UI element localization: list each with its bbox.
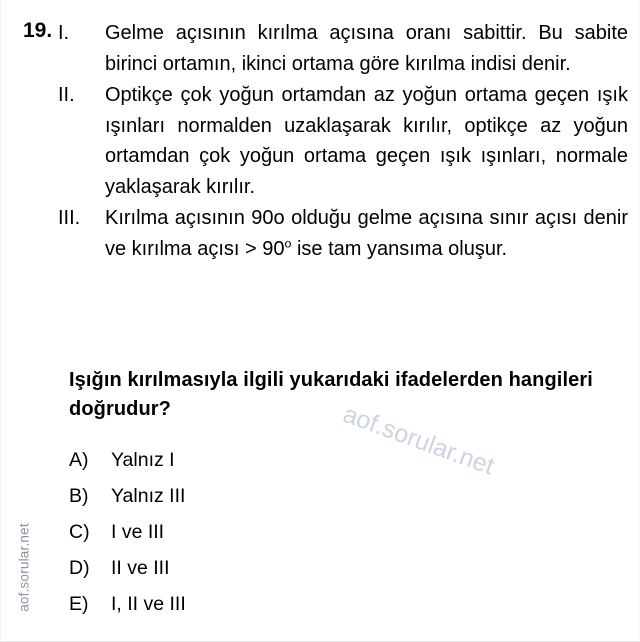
- option-e-text: I, II ve III: [111, 593, 186, 615]
- option-a[interactable]: [69, 447, 469, 483]
- watermark-diagonal: aof.sorular.net: [339, 400, 498, 481]
- statement-text-ii: Optikçe çok yoğun ortamdan az yoğun ortama geçen ışık ışınları normalden uzaklaşarak kırılır, optikçe az yoğun ortamdan çok yoğun ortama geçen ışık ışınları, normale yaklaşarak kırılır.: [105, 84, 628, 198]
- option-d[interactable]: [69, 555, 469, 591]
- option-a-text: Yalnız I: [111, 449, 175, 471]
- option-d-text: II ve III: [111, 557, 170, 579]
- option-b[interactable]: [69, 483, 469, 519]
- option-c-text: I ve III: [111, 521, 165, 543]
- option-b-key: B): [69, 485, 89, 507]
- option-b-text: Yalnız III: [111, 485, 186, 507]
- statement-text-iii: [105, 203, 628, 264]
- watermark-side: aof.sorular.net: [16, 523, 32, 612]
- option-c[interactable]: [69, 519, 469, 555]
- option-d-key: D): [69, 557, 90, 579]
- answer-options: [69, 447, 469, 627]
- statement-iii-part-2: ise tam yansıma oluşur.: [291, 237, 508, 260]
- statement-list: [58, 18, 628, 265]
- statement-iii-part-1: Kırılma açısının 90o olduğu gelme açısına sınır açısı denir ve kırılma açısı > 90: [105, 207, 628, 260]
- option-e[interactable]: [69, 591, 469, 627]
- question-number: 19.: [23, 19, 53, 42]
- statement-label-iii: III.: [58, 207, 81, 229]
- statement-text-i: Gelme açısının kırılma açısına oranı sabittir. Bu sabite birinci ortamın, ikinci ortama göre kırılma indisi denir.: [105, 22, 628, 75]
- option-c-key: C): [69, 521, 90, 543]
- statement-label-ii: II.: [58, 84, 75, 106]
- statement-label-i: I.: [58, 22, 70, 44]
- degree-superscript-icon: o: [284, 235, 292, 250]
- option-a-key: A): [69, 449, 89, 471]
- statement-item-ii: [58, 80, 628, 202]
- statement-item-iii: [58, 203, 628, 264]
- statement-item-i: [58, 18, 628, 79]
- option-e-key: E): [69, 593, 89, 615]
- question-prompt: Işığın kırılmasıyla ilgili yukarıdaki ifadelerden hangileri doğrudur?: [69, 369, 593, 420]
